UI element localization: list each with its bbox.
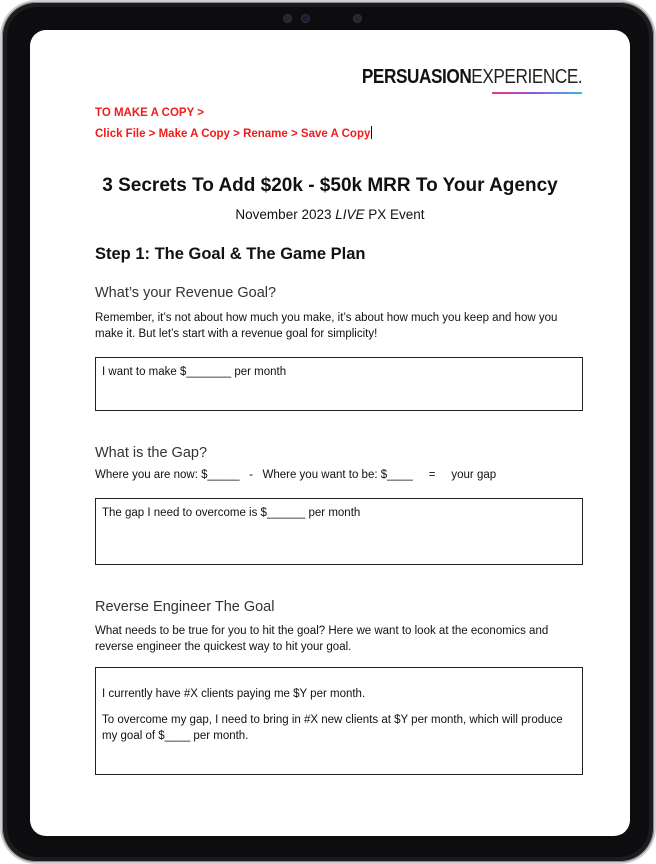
text-cursor	[371, 126, 372, 139]
copy-instructions	[95, 103, 372, 145]
copy-instructions-line1: TO MAKE A COPY >	[95, 107, 204, 119]
subtitle-suffix: PX Event	[364, 207, 425, 222]
copy-instructions-line2-wrap[interactable]	[95, 124, 372, 145]
revenue-goal-box-text: I want to make $_______ per month	[102, 366, 287, 378]
logo-bold-text: PERSUASION	[361, 66, 472, 88]
reverse-engineer-input-box[interactable]	[95, 667, 583, 775]
camera-icon	[301, 14, 310, 23]
copy-instructions-line2: Click File > Make A Copy > Rename > Save A Copy	[95, 128, 371, 140]
tablet-frame	[2, 2, 654, 862]
logo-underline	[492, 92, 582, 94]
sensor-icon	[353, 14, 362, 23]
page-subtitle	[30, 207, 630, 222]
reverse-box-line2: To overcome my gap, I need to bring in #X new clients at $Y per month, which will produce my goal of $____ per month.	[102, 714, 563, 742]
camera-bar	[273, 12, 383, 24]
reverse-engineer-heading: Reverse Engineer The Goal	[95, 599, 275, 615]
gap-formula: Where you are now: $_____ - Where you want to be: $____ = your gap	[95, 469, 497, 481]
revenue-goal-text: Remember, it’s not about how much you make, it’s about how much you keep and how you make it. But let’s start with a revenue goal for simplicity!	[95, 312, 558, 340]
subtitle-prefix: November 2023	[235, 207, 336, 222]
revenue-goal-heading: What’s your Revenue Goal?	[95, 285, 277, 301]
brand-logo	[326, 66, 582, 88]
reverse-engineer-text: What needs to be true for you to hit the goal? Here we want to look at the economics and reverse engineer the quickest way to hit your goal.	[95, 625, 549, 653]
reverse-box-line1: I currently have #X clients paying me $Y per month.	[102, 688, 366, 700]
revenue-goal-input-box[interactable]	[95, 357, 583, 411]
subtitle-italic: LIVE	[335, 207, 365, 222]
step-heading: Step 1: The Goal & The Game Plan	[95, 245, 366, 263]
document-page[interactable]	[30, 30, 630, 836]
page-title: 3 Secrets To Add $20k - $50k MRR To Your Agency	[102, 175, 558, 196]
gap-box-text: The gap I need to overcome is $______ per month	[102, 507, 361, 519]
gap-input-box[interactable]	[95, 498, 583, 565]
sensor-icon	[283, 14, 292, 23]
logo-light-text: EXPERIENCE.	[471, 66, 582, 88]
gap-heading: What is the Gap?	[95, 445, 208, 461]
